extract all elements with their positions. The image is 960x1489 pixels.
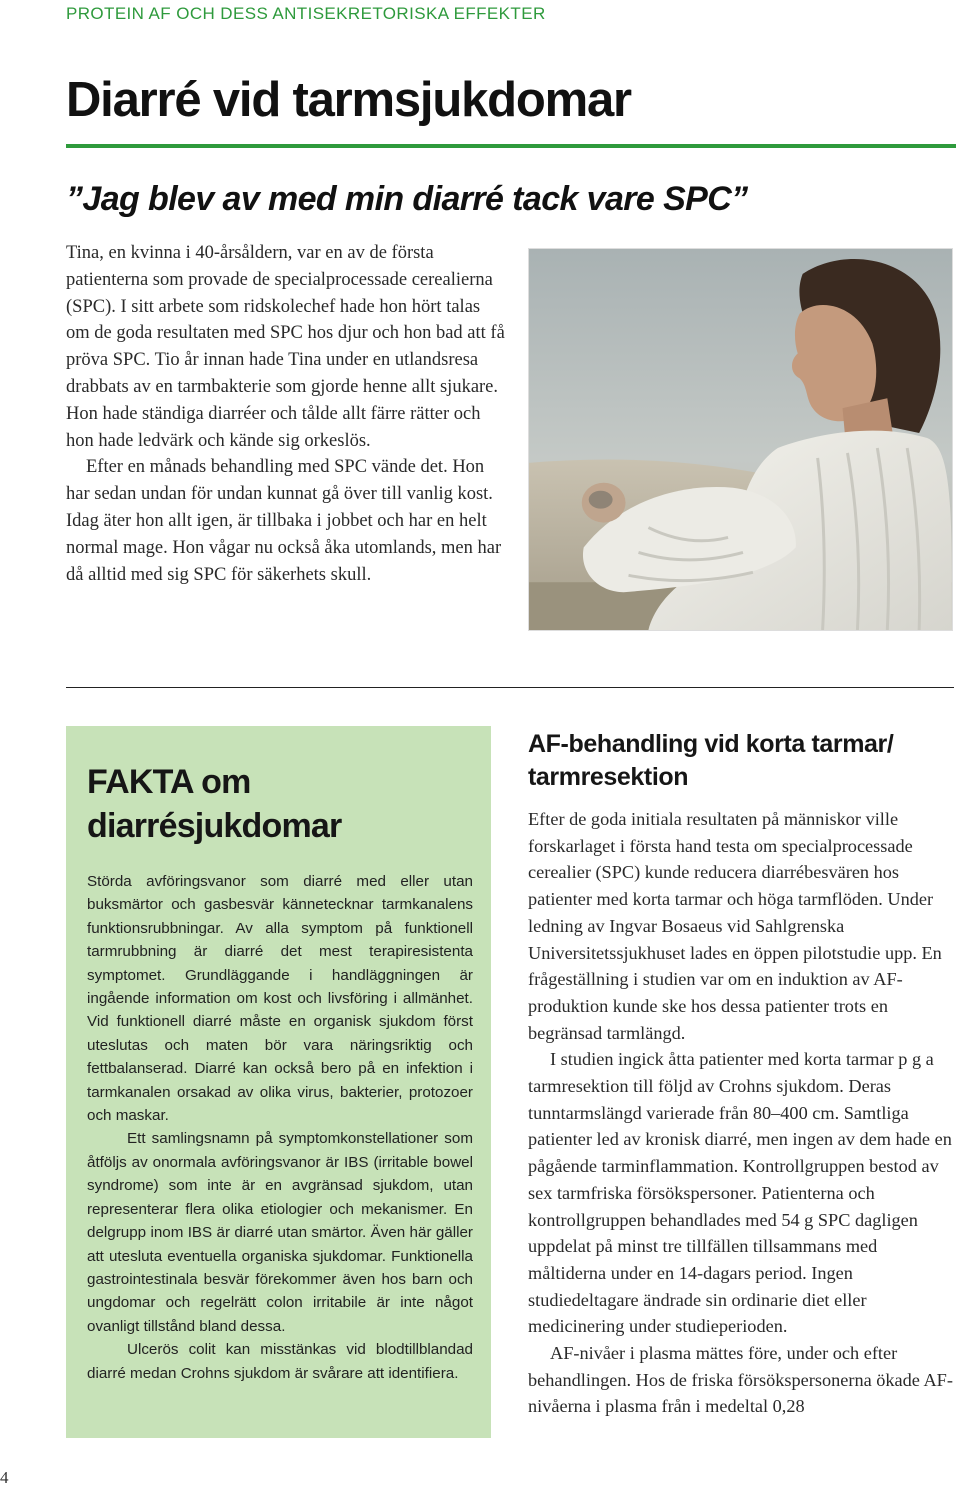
patient-story bbox=[66, 240, 506, 588]
photo-illustration bbox=[529, 249, 952, 630]
page-number: 4 bbox=[0, 1468, 9, 1487]
section-paragraph: AF-nivåer i plasma mättes före, under och efter behandlingen. Hos de friska försökspersonerna ökade AF-nivåerna i plasma från i medeltal 0,28 bbox=[528, 1343, 953, 1417]
section-body bbox=[528, 806, 954, 1420]
section-heading: AF-behandling vid korta tarmar/ tarmresektion bbox=[528, 730, 894, 791]
quote-heading: ”Jag blev av med min diarré tack vare SPC” bbox=[66, 180, 748, 218]
fact-paragraph: Störda avföringsvanor som diarré med eller utan buksmärtor och gasbesvär kännetecknar tarmkanalens funktionsrubbningar. Av alla symptom på funktionell tarmrubbning är diarré det mest terapiresistenta symptomet. Grundläggande i handläggningen är ingående information om kost och livsföring i allmänhet. Vid funktionell diarré måste en organisk sjukdom först uteslutas och maten bör vara näringsriktig och fettbalanserad. Diarré kan också bero på en infektion i tarmkanalen orsakad av olika virus, bakterier, protozoer och maskar. bbox=[87, 873, 473, 1125]
fact-box bbox=[66, 726, 491, 1438]
fact-box-title: FAKTA om diarrésjukdomar bbox=[87, 763, 342, 845]
story-paragraph: Tina, en kvinna i 40-årsåldern, var en av de första patienterna som provade de specialprocessade cerealierna (SPC). I sitt arbete som ridskolechef hade hon hört talas om de goda resultaten med SPC hos djur och hon bad att få pröva SPC. Tio år innan hade Tina under en utlandsresa drabbats av en tarmbakterie som gjorde henne allt sjukare. Hon hade ständiga diarréer och tålde allt färre rätter och hon hade ledvärk och kände sig orkeslös. bbox=[66, 243, 505, 451]
story-paragraph: Efter en månads behandling med SPC vände det. Hon har sedan undan för undan kunnat gå över till vanlig kost. Idag äter hon allt igen, är tillbaka i jobbet och har en helt normal mage. Hon vågar nu också åka utomlands, men har då alltid med sig SPC för säkerhets skull. bbox=[66, 457, 502, 585]
section-divider bbox=[66, 687, 954, 688]
fact-paragraph: Ett samlingsnamn på symptomkonstellationer som åtföljs av onormala avföringsvanor är IBS (irritable bowel syndrome) som inte är en avgränsad sjukdom, utan representerar flera olika etiologier och mekanismer. En delgrupp inom IBS är diarré utan smärtor. Även här gäller att utesluta eventuella organiska sjukdomar. Funktionella gastrointestinala besvär förekommer även hos barn och ungdomar och regelrätt colon irritabile är inte något ovanligt tillstånd bland dessa. bbox=[87, 1130, 473, 1335]
running-head: PROTEIN AF OCH DESS ANTISEKRETORISKA EFFEKTER bbox=[66, 4, 546, 23]
fact-paragraph: Ulcerös colit kan misstänkas vid blodtillblandad diarré medan Crohns sjukdom är svårare att identifiera. bbox=[87, 1341, 473, 1382]
woman-on-beach-photo bbox=[528, 248, 953, 631]
page-title: Diarré vid tarmsjukdomar bbox=[66, 73, 631, 127]
section-paragraph: Efter de goda initiala resultaten på människor ville forskarlaget i första hand testa om specialprocessade cerealier (SPC) kunde reducera diarrébesvären hos patienter med korta tarmar och höga tarmflöden. Under ledning av Ingvar Bosaeus vid Sahlgrenska Universitetssjukhuset lades en öppen pilotstudie upp. En frågeställning i studien var om en induktion av AF-produktion kunde ske hos dessa patienter trots en begränsad tarmlängd. bbox=[528, 809, 942, 1043]
fact-box-body bbox=[87, 870, 473, 1385]
section-paragraph: I studien ingick åtta patienter med korta tarmar p g a tarmresektion till följd av Crohns sjukdom. Deras tunntarmslängd varierade från 80–400 cm. Samtliga patienter led av kronisk diarré, men ingen av dem hade en pågående tarminflammation. Kontrollgruppen bestod av sex tarmfriska försökspersoner. Patienterna och kontrollgruppen behandlades med 54 g SPC dagligen uppdelat på minst tre tillfällen tillsammans med måltiderna under en 14-dagars period. Ingen studiedeltagare ändrade sin ordinarie diet eller medicinering under studieperioden. bbox=[528, 1049, 952, 1337]
treatment-section bbox=[528, 728, 954, 1420]
title-rule bbox=[66, 144, 956, 148]
